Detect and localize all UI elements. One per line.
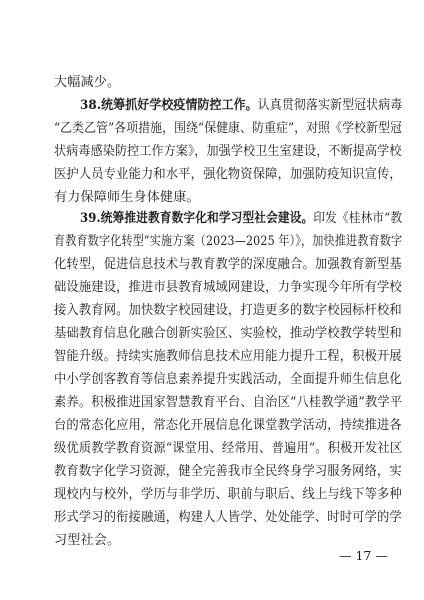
item-39-line-6: 基础教育信息化融合创新实验区、实验校，推动学校教学转型和 bbox=[54, 326, 402, 341]
item-39-line-3: 化转型，促进信息技术与教育教学的深度融合。加强教育新型基 bbox=[54, 257, 402, 272]
item-39-line-1 bbox=[80, 210, 402, 227]
item-38-line-2: “乙类乙管”各项措施，围绕“保健康、防重症”，对照《学校新型冠 bbox=[54, 121, 402, 136]
paragraph-intro-line-1: 大幅减少。 bbox=[54, 75, 121, 90]
item-39-line-13: 现校内与校外，学历与非学历、职前与职后、线上与线下等多种 bbox=[54, 487, 402, 502]
item-39-line-14: 形式学习的衔接融通，构建人人皆学、处处能学、时时可学的学 bbox=[54, 510, 402, 525]
item-38-heading: 38.统筹抓好学校疫情防控工作。 bbox=[80, 98, 258, 113]
item-38-line-1 bbox=[80, 97, 402, 114]
item-39-line-2: 育教育数字化转型”实施方案（2023—2025 年）》，加快推进教育数字 bbox=[54, 234, 403, 249]
item-39-line-4: 础设施建设，推进市县教育城域网建设，力争实现今年所有学校 bbox=[54, 280, 402, 295]
item-39-line-10: 台的常态化应用，常态化开展信息化课堂教学活动，持续推进各 bbox=[54, 418, 402, 433]
page-number: — 17 — bbox=[339, 548, 388, 563]
item-39-line-7: 智能升级。持续实施教师信息技术应用能力提升工程，积极开展 bbox=[54, 349, 402, 364]
item-39-body-start: 印发《桂林市“教 bbox=[313, 211, 403, 226]
item-39-line-9: 素养。积极推进国家智慧教育平台、自治区“八桂教学通”教学平 bbox=[54, 395, 403, 410]
item-39-heading: 39.统筹推进教育数字化和学习型社会建设。 bbox=[80, 211, 314, 226]
item-39-line-8: 中小学创客教育等信息素养提升实践活动，全面提升师生信息化 bbox=[54, 372, 402, 387]
item-39-line-12: 教育数字化学习资源，健全完善我市全民终身学习服务网络，实 bbox=[54, 464, 402, 479]
item-38-line-5: 有力保障师生身体健康。 bbox=[54, 190, 200, 205]
item-39-line-11: 级优质教学教育资源“课堂用、经常用、普遍用”。积极开发社区 bbox=[54, 441, 403, 456]
item-39-line-15: 习型社会。 bbox=[54, 533, 121, 548]
item-38-line-3: 状病毒感染防控工作方案》，加强学校卫生室建设，不断提高学校 bbox=[54, 144, 402, 159]
item-38-line-4: 医护人员专业能力和水平，强化物资保障，加强防疫知识宣传， bbox=[54, 167, 402, 182]
item-39-line-5: 接入教育网。加快数字校园建设，打造更多的数字校园标杆校和 bbox=[54, 303, 402, 318]
item-38-body-start: 认真贯彻落实新型冠状病毒 bbox=[257, 98, 403, 113]
